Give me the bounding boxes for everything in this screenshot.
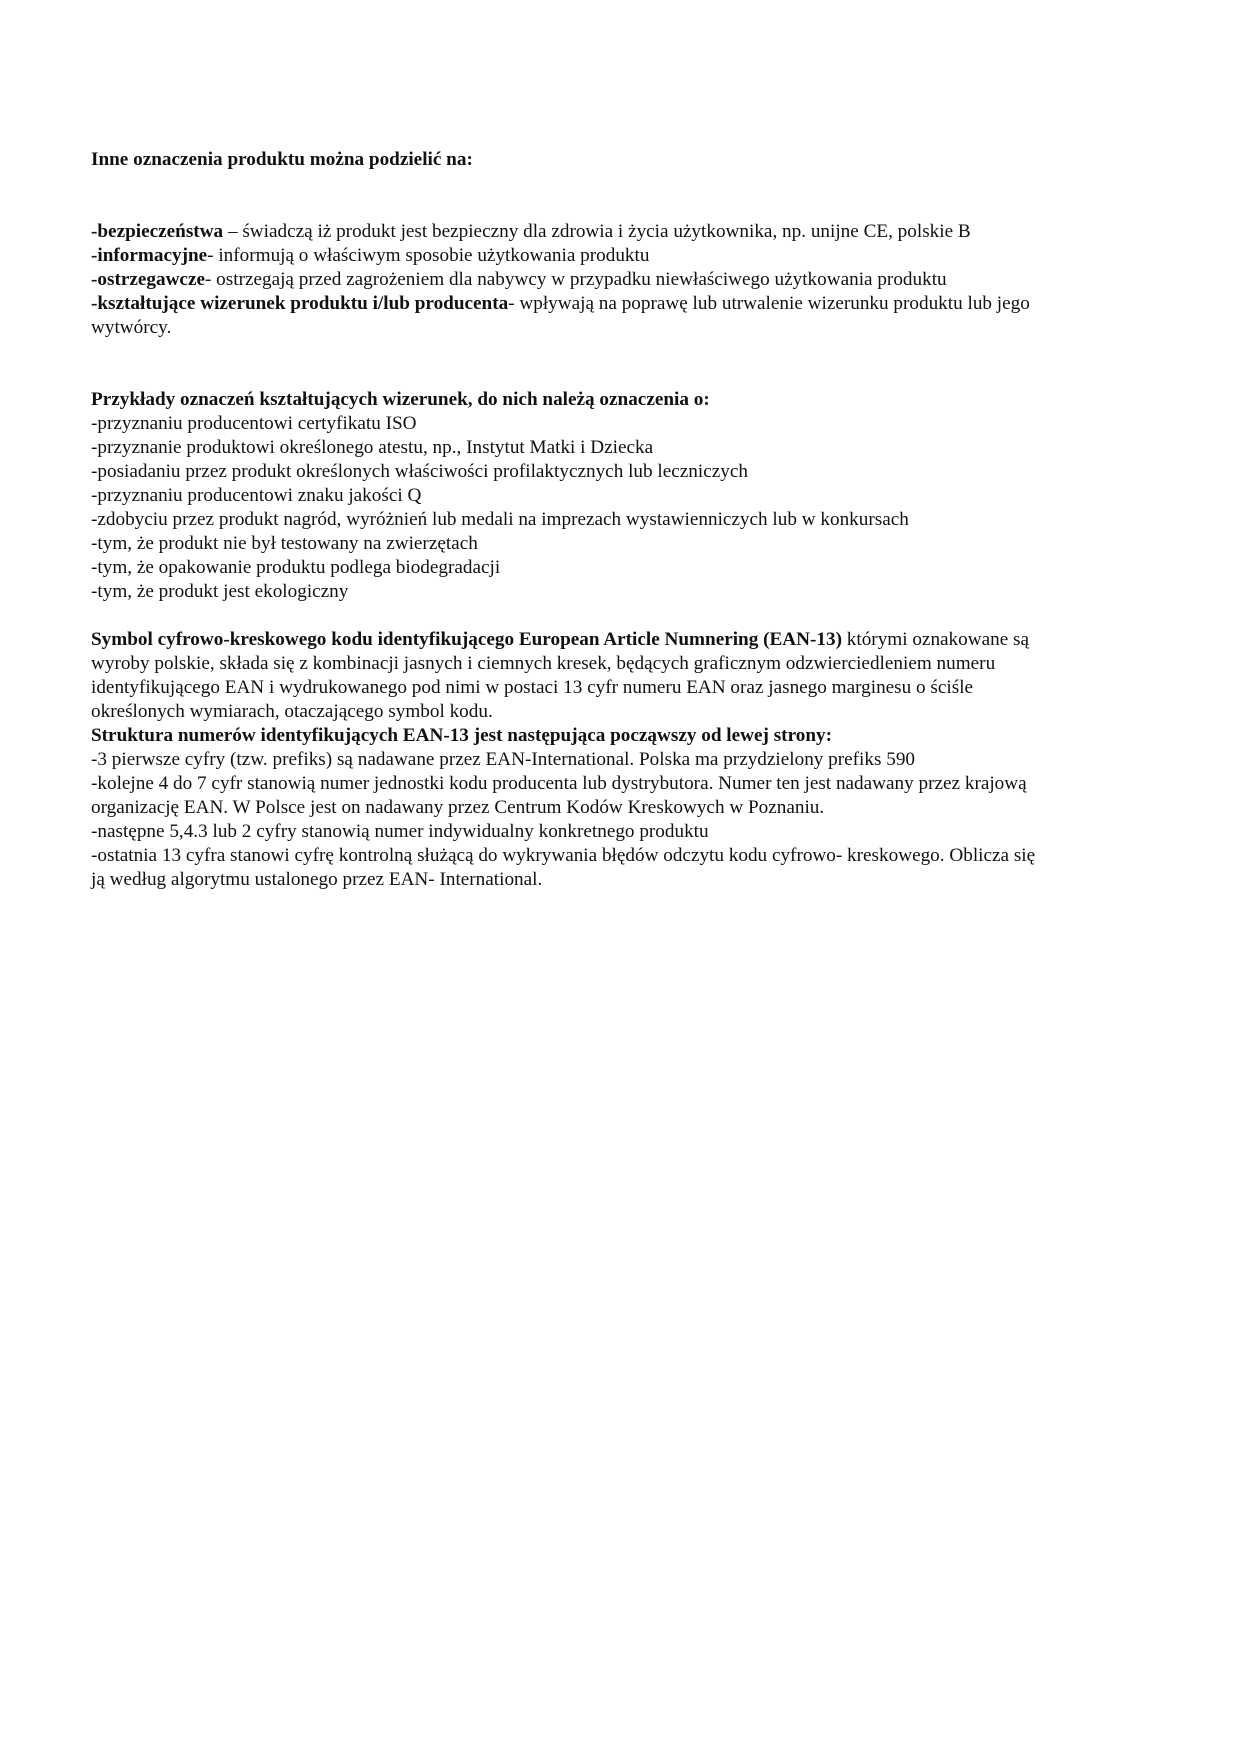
category-image: -kształtujące wizerunek produktu i/lub producenta- wpływają na poprawę lub utrwalenie wizerunku produktu lub jego xyxy=(91,293,1030,314)
example-item: -tym, że produkt jest ekologiczny xyxy=(91,581,349,602)
ean-intro-line: identyfikującego EAN i wydrukowanego pod nimi w postaci 13 cyfr numeru EAN oraz jasnego marginesu o ściśle xyxy=(91,677,974,698)
ean-intro: Symbol cyfrowo-kreskowego kodu identyfikującego European Article Numnering (EAN-13) którymi oznakowane są xyxy=(91,629,1030,650)
ean-structure-line: -ostatnia 13 cyfra stanowi cyfrę kontrolną służącą do wykrywania błędów odczytu kodu cyfrowo- kreskowego. Oblicza się xyxy=(91,845,1036,866)
ean-intro-line: wyroby polskie, składa się z kombinacji jasnych i ciemnych kresek, będących graficznym odzwierciedleniem numeru xyxy=(91,653,996,674)
example-item: -posiadaniu przez produkt określonych właściwości profilaktycznych lub leczniczych xyxy=(91,461,748,482)
category-informational: -informacyjne- informują o właściwym sposobie użytkowania produktu xyxy=(91,245,650,266)
examples-heading: Przykłady oznaczeń kształtujących wizerunek, do nich należą oznaczenia o: xyxy=(91,389,710,410)
ean-structure-line: -następne 5,4.3 lub 2 cyfry stanowią numer indywidualny konkretnego produktu xyxy=(91,821,709,842)
ean-structure-line: organizację EAN. W Polsce jest on nadawany przez Centrum Kodów Kreskowych w Poznaniu. xyxy=(91,797,825,818)
section-heading: Inne oznaczenia produktu można podzielić na: xyxy=(91,149,473,170)
example-item: -przyznaniu producentowi certyfikatu ISO xyxy=(91,413,417,434)
category-warning: -ostrzegawcze- ostrzegają przed zagrożeniem dla nabywcy w przypadku niewłaściwego użytkowania produktu xyxy=(91,269,947,290)
example-item: -przyznaniu producentowi znaku jakości Q xyxy=(91,485,422,506)
example-item: -tym, że produkt nie był testowany na zwierzętach xyxy=(91,533,478,554)
example-item: -zdobyciu przez produkt nagród, wyróżnień lub medali na imprezach wystawienniczych lub w konkursach xyxy=(91,509,909,530)
ean-structure-line: -kolejne 4 do 7 cyfr stanowią numer jednostki kodu producenta lub dystrybutora. Numer ten jest nadawany przez krajową xyxy=(91,773,1027,794)
ean-structure-line: ją według algorytmu ustalonego przez EAN- International. xyxy=(91,869,543,890)
example-item: -tym, że opakowanie produktu podlega biodegradacji xyxy=(91,557,501,578)
category-safety: -bezpieczeństwa – świadczą iż produkt jest bezpieczny dla zdrowia i życia użytkownika, np. unijne CE, polskie B xyxy=(91,221,971,242)
category-image-continued: wytwórcy. xyxy=(91,317,172,338)
ean-structure-line: -3 pierwsze cyfry (tzw. prefiks) są nadawane przez EAN-International. Polska ma przydzielony prefiks 590 xyxy=(91,749,916,770)
example-item: -przyznanie produktowi określonego atestu, np., Instytut Matki i Dziecka xyxy=(91,437,654,458)
ean-structure-heading: Struktura numerów identyfikujących EAN-13 jest następująca począwszy od lewej strony: xyxy=(91,725,832,746)
ean-intro-line: określonych wymiarach, otaczającego symbol kodu. xyxy=(91,701,493,722)
